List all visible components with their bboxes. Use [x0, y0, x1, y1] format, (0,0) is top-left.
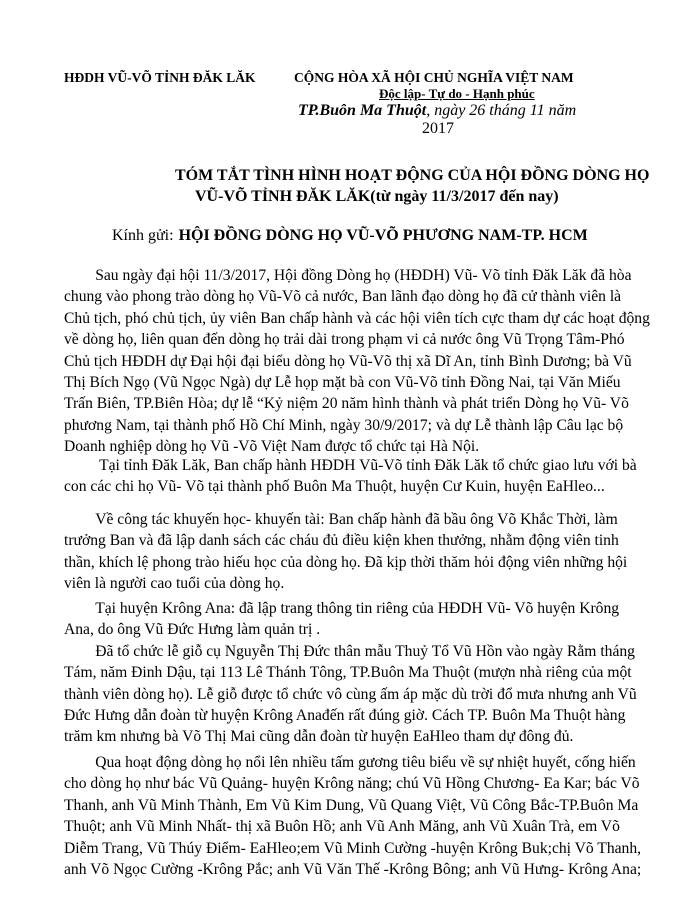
- recipient-line: [112, 227, 588, 245]
- text-line: Chủ tịch, phó chủ tịch, ủy viên Ban chấp hành và các hội viên tích cực tham dự các hoạt động: [64, 309, 650, 327]
- text-line: trưởng Ban và đã lập danh sách các cháu đủ điều kiện khen thưởng, nhằm động viên tinh: [64, 532, 619, 550]
- text-line: Trấn Biên, TP.Biên Hòa; dự lễ “Kỷ niệm 20 năm hình thành và phát triển Dòng họ Vũ- Võ: [64, 395, 629, 413]
- national-motto: Độc lập- Tự do - Hạnh phúc: [379, 86, 535, 101]
- text-line: Tám, năm Đinh Dậu, tại 113 Lê Thánh Tông, TP.Buôn Ma Thuột (mượn nhà riêng của một: [64, 664, 632, 682]
- paragraph-daklak: [64, 455, 684, 498]
- text-line: anh Võ Ngọc Cường -Krông Pắc; anh Vũ Văn Thế -Krông Bông; anh Vũ Hưng- Krông Ana;: [64, 861, 642, 879]
- text-line: Tại huyện Krông Ana: đã lập trang thông tin riêng của HĐDH Vũ- Võ huyện Krông: [64, 600, 620, 617]
- text-line: Về công tác khuyến học- khuyến tài: Ban chấp hành đã bầu ông Võ Khắc Thời, làm: [64, 511, 618, 528]
- text-line: Thuột; anh Vũ Minh Nhất- thị xã Buôn Hồ; anh Vũ Anh Măng, anh Vũ Xuân Trà, em Võ: [64, 818, 620, 836]
- text-line: thần, khích lệ phong trào hiếu học của dòng họ. Đã kịp thời thăm hỏi động viên những hội: [64, 553, 628, 571]
- recipient-label: Kính gửi:: [112, 227, 174, 244]
- text-line: thành viên dòng họ). Lễ giỗ được tổ chức vô cùng ấm áp mặc dù trời đổ mưa nhưng anh Vũ: [64, 685, 637, 703]
- text-line: phương Nam, tại thành phố Hồ Chí Minh, ngày 30/9/2017; và dự Lễ thành lập Câu lạc bộ: [64, 416, 624, 434]
- text-line: về dòng họ, liên quan đến dòng họ trải dài trong phạm vi cả nước ông Vũ Trọng Tâm-Phó: [64, 331, 625, 349]
- paragraph-exemplars: [64, 752, 684, 880]
- text-line: Sau ngày đại hội 11/3/2017, Hội đồng Dòng họ (HĐDH) Vũ- Võ tỉnh Đăk Lăk đã hòa: [64, 267, 632, 284]
- place-date-line: [298, 102, 576, 120]
- text-line: Qua hoạt động dòng họ nổi lên nhiều tấm gương tiêu biểu về sự nhiệt huyết, cống hiến: [64, 754, 636, 771]
- text-line: Đức Hưng dẫn đoàn từ huyện Krông Anađến rất đúng giờ. Cách TP. Buôn Ma Thuột hàng: [64, 707, 626, 725]
- paragraph-education: [64, 509, 684, 595]
- text-line: cho dòng họ như bác Vũ Quảng- huyện Krông năng; chú Vũ Hồng Chương- Ea Kar; bác Võ: [64, 775, 640, 793]
- city-name: TP.Buôn Ma Thuột: [298, 102, 427, 119]
- text-line: viên là người cao tuổi của dòng họ.: [64, 575, 285, 593]
- text-line: Thanh, anh Vũ Minh Thành, Em Vũ Kim Dung, Vũ Quang Việt, Vũ Công Bắc-TP.Buôn Ma: [64, 796, 639, 814]
- paragraph-krong-ana: [64, 598, 684, 748]
- text-line: trăm km nhưng bà Võ Thị Mai cũng dẫn đoàn từ huyện EaHleo tham dự đông đủ.: [64, 728, 574, 746]
- text-line: Ana, do ông Vũ Đức Hưng làm quản trị .: [64, 621, 321, 639]
- text-line: Diễm Trang, Vũ Thúy Điểm- EaHleo;em Vũ Minh Cường -huyện Krông Buk;chị Võ Thanh,: [64, 839, 642, 857]
- text-line: Đã tổ chức lễ giỗ cụ Nguyễn Thị Đức thân mẫu Thuỷ Tổ Vũ Hồn vào ngày Rằm tháng: [64, 642, 635, 660]
- text-line: chung vào phong trào dòng họ Vũ-Võ cả nước, Ban lãnh đạo dòng họ đã cử thành viên là: [64, 288, 622, 306]
- document-title-line-2: VŨ-VÕ TỈNH ĐĂK LĂK(từ ngày 11/3/2017 đến nay): [195, 188, 559, 205]
- organization-name: HĐDH VŨ-VÕ TỈNH ĐĂK LĂK: [64, 70, 256, 85]
- text-line: Thị Bích Ngọ (Vũ Ngọc Ngà) dự Lễ họp mặt bà con Vũ-Võ tỉnh Đồng Nai, tại Văn Miếu: [64, 374, 621, 392]
- document-title-line-1: TÓM TẮT TÌNH HÌNH HOẠT ĐỘNG CỦA HỘI ĐỒNG DÒNG HỌ: [175, 167, 650, 184]
- text-line: Chủ tịch HĐDH dự Đại hội đại biểu dòng họ Vũ-Võ thị xã Dĩ An, tỉnh Bình Dương; bà Vũ: [64, 352, 632, 370]
- text-line: Doanh nghiệp dòng họ Vũ -Võ Việt Nam được tổ chức tại Hà Nội.: [64, 438, 480, 456]
- paragraph-intro: [64, 265, 684, 458]
- document-year: 2017: [422, 120, 454, 137]
- national-title: CỘNG HÒA XÃ HỘI CHỦ NGHĨA VIỆT NAM: [294, 70, 574, 85]
- recipient-name: HỘI ĐỒNG DÒNG HỌ VŨ-VÕ PHƯƠNG NAM-TP. HCM: [178, 227, 588, 244]
- text-line: Tại tỉnh Đăk Lăk, Ban chấp hành HĐDH Vũ-Võ tỉnh Đăk Lăk tổ chức giao lưu với bà: [64, 457, 637, 474]
- document-date: , ngày 26 tháng 11 năm: [426, 102, 577, 119]
- text-line: con các chi họ Vũ- Võ tại thành phố Buôn Ma Thuột, huyện Cư Kuin, huyện EaHleo...: [64, 478, 605, 496]
